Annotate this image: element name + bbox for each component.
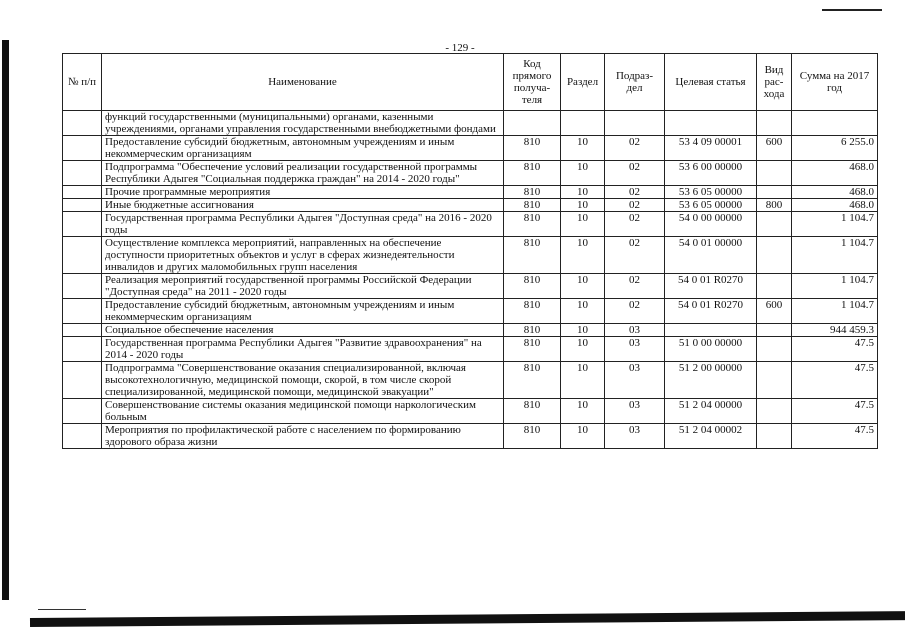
cell-subsection: 03 <box>605 337 665 362</box>
cell-code: 810 <box>504 161 561 186</box>
cell-expense-type <box>757 237 792 274</box>
cell-sum: 47.5 <box>792 399 878 424</box>
scan-artifact-top-line <box>822 9 882 11</box>
header-code: Код прямого получа- теля <box>504 54 561 111</box>
table-row <box>63 111 878 136</box>
cell-name: Мероприятия по профилактической работе с населением по формированию здорового образа жизни <box>102 424 504 449</box>
cell-target: 53 6 05 00000 <box>665 186 757 199</box>
header-subsection: Подраз- дел <box>605 54 665 111</box>
cell-name: Государственная программа Республики Адыгея "Развитие здравоохранения" на 2014 - 2020 годы <box>102 337 504 362</box>
cell-subsection <box>605 111 665 136</box>
cell-target: 51 0 00 00000 <box>665 337 757 362</box>
cell-expense-type <box>757 424 792 449</box>
cell-section: 10 <box>561 274 605 299</box>
cell-num <box>63 212 102 237</box>
header-expense-type: Вид рас- хода <box>757 54 792 111</box>
cell-sum: 47.5 <box>792 424 878 449</box>
table-row <box>63 399 878 424</box>
cell-code: 810 <box>504 324 561 337</box>
cell-sum: 1 104.7 <box>792 299 878 324</box>
cell-target: 54 0 01 R0270 <box>665 274 757 299</box>
cell-code: 810 <box>504 274 561 299</box>
cell-target: 51 2 00 00000 <box>665 362 757 399</box>
cell-target <box>665 324 757 337</box>
table-row <box>63 274 878 299</box>
cell-expense-type <box>757 337 792 362</box>
cell-code: 810 <box>504 337 561 362</box>
cell-code: 810 <box>504 424 561 449</box>
scan-artifact-bottom-bar <box>30 611 905 627</box>
cell-expense-type <box>757 186 792 199</box>
cell-expense-type <box>757 324 792 337</box>
cell-num <box>63 424 102 449</box>
budget-table <box>62 53 878 449</box>
cell-num <box>63 399 102 424</box>
cell-num <box>63 337 102 362</box>
cell-num <box>63 362 102 399</box>
cell-section: 10 <box>561 324 605 337</box>
table-row <box>63 161 878 186</box>
table-body <box>63 111 878 449</box>
cell-code <box>504 111 561 136</box>
cell-num <box>63 237 102 274</box>
cell-expense-type <box>757 399 792 424</box>
cell-section: 10 <box>561 161 605 186</box>
cell-target: 53 6 05 00000 <box>665 199 757 212</box>
cell-target: 54 0 01 00000 <box>665 237 757 274</box>
cell-code: 810 <box>504 136 561 161</box>
cell-target: 51 2 04 00002 <box>665 424 757 449</box>
header-sum: Сумма на 2017 год <box>792 54 878 111</box>
cell-num <box>63 111 102 136</box>
table-row <box>63 299 878 324</box>
cell-name: Государственная программа Республики Адыгея "Доступная среда" на 2016 - 2020 годы <box>102 212 504 237</box>
table-row <box>63 337 878 362</box>
cell-subsection: 02 <box>605 212 665 237</box>
table-row <box>63 186 878 199</box>
cell-expense-type <box>757 111 792 136</box>
cell-section: 10 <box>561 399 605 424</box>
cell-num <box>63 324 102 337</box>
cell-subsection: 02 <box>605 199 665 212</box>
cell-subsection: 02 <box>605 136 665 161</box>
cell-subsection: 03 <box>605 324 665 337</box>
cell-sum: 468.0 <box>792 161 878 186</box>
cell-target: 53 6 00 00000 <box>665 161 757 186</box>
cell-section <box>561 111 605 136</box>
cell-name: Реализация мероприятий государственной программы Российской Федерации "Доступная среда" на 2011 - 2020 годы <box>102 274 504 299</box>
cell-subsection: 02 <box>605 161 665 186</box>
header-target: Целевая статья <box>665 54 757 111</box>
cell-sum: 468.0 <box>792 186 878 199</box>
cell-sum: 47.5 <box>792 337 878 362</box>
cell-code: 810 <box>504 299 561 324</box>
cell-name: Предоставление субсидий бюджетным, автономным учреждениям и иным некоммерческим организациям <box>102 136 504 161</box>
cell-name: Подпрограмма "Совершенствование оказания специализированной, включая высокотехнологичную, медицинской помощи, скорой, в том числе скорой специализированной, медицинской помощи, медицинской эвакуации" <box>102 362 504 399</box>
cell-expense-type <box>757 161 792 186</box>
cell-target: 54 0 00 00000 <box>665 212 757 237</box>
cell-name: Совершенствование системы оказания медицинской помощи наркологическим больным <box>102 399 504 424</box>
header-section: Раздел <box>561 54 605 111</box>
cell-num <box>63 299 102 324</box>
table-row <box>63 199 878 212</box>
cell-sum: 944 459.3 <box>792 324 878 337</box>
header-num: № п/п <box>63 54 102 111</box>
cell-expense-type <box>757 362 792 399</box>
cell-code: 810 <box>504 362 561 399</box>
cell-subsection: 02 <box>605 274 665 299</box>
cell-expense-type: 600 <box>757 299 792 324</box>
cell-section: 10 <box>561 237 605 274</box>
cell-expense-type: 600 <box>757 136 792 161</box>
cell-subsection: 02 <box>605 237 665 274</box>
cell-target: 51 2 04 00000 <box>665 399 757 424</box>
cell-num <box>63 186 102 199</box>
cell-subsection: 02 <box>605 186 665 199</box>
cell-code: 810 <box>504 237 561 274</box>
cell-subsection: 02 <box>605 299 665 324</box>
cell-section: 10 <box>561 424 605 449</box>
cell-name: Предоставление субсидий бюджетным, автономным учреждениям и иным некоммерческим организациям <box>102 299 504 324</box>
cell-code: 810 <box>504 186 561 199</box>
cell-sum: 47.5 <box>792 362 878 399</box>
cell-subsection: 03 <box>605 362 665 399</box>
cell-sum: 1 104.7 <box>792 274 878 299</box>
scan-artifact-bottom-thin-line <box>38 609 86 610</box>
cell-expense-type <box>757 212 792 237</box>
cell-name: функций государственными (муниципальными) органами, казенными учреждениями, органами управления государственными внебюджетными фондами <box>102 111 504 136</box>
cell-section: 10 <box>561 136 605 161</box>
cell-num <box>63 199 102 212</box>
table-row <box>63 324 878 337</box>
page-number: - 129 - <box>445 42 475 54</box>
cell-target: 53 4 09 00001 <box>665 136 757 161</box>
cell-num <box>63 161 102 186</box>
cell-name: Осуществление комплекса мероприятий, направленных на обеспечение доступности приоритетных объектов и услуг в сферах жизнедеятельности инвалидов и других маломобильных групп населения <box>102 237 504 274</box>
cell-expense-type: 800 <box>757 199 792 212</box>
cell-section: 10 <box>561 362 605 399</box>
cell-sum: 1 104.7 <box>792 237 878 274</box>
table-row <box>63 212 878 237</box>
cell-section: 10 <box>561 186 605 199</box>
cell-sum: 468.0 <box>792 199 878 212</box>
cell-sum <box>792 111 878 136</box>
cell-num <box>63 274 102 299</box>
cell-sum: 6 255.0 <box>792 136 878 161</box>
table-row <box>63 424 878 449</box>
cell-code: 810 <box>504 212 561 237</box>
cell-section: 10 <box>561 212 605 237</box>
cell-name: Социальное обеспечение населения <box>102 324 504 337</box>
table-row <box>63 362 878 399</box>
cell-subsection: 03 <box>605 399 665 424</box>
cell-subsection: 03 <box>605 424 665 449</box>
cell-target <box>665 111 757 136</box>
table-row <box>63 237 878 274</box>
cell-code: 810 <box>504 199 561 212</box>
cell-section: 10 <box>561 299 605 324</box>
header-name: Наименование <box>102 54 504 111</box>
cell-section: 10 <box>561 199 605 212</box>
cell-code: 810 <box>504 399 561 424</box>
cell-name: Прочие программные мероприятия <box>102 186 504 199</box>
cell-section: 10 <box>561 337 605 362</box>
cell-sum: 1 104.7 <box>792 212 878 237</box>
table-header-row <box>63 54 878 111</box>
cell-num <box>63 136 102 161</box>
cell-target: 54 0 01 R0270 <box>665 299 757 324</box>
cell-expense-type <box>757 274 792 299</box>
scan-artifact-left-bar <box>2 40 9 600</box>
cell-name: Иные бюджетные ассигнования <box>102 199 504 212</box>
table-row <box>63 136 878 161</box>
cell-name: Подпрограмма "Обеспечение условий реализации государственной программы Республики Адыгея "Социальная поддержка граждан" на 2014 - 2020 годы" <box>102 161 504 186</box>
